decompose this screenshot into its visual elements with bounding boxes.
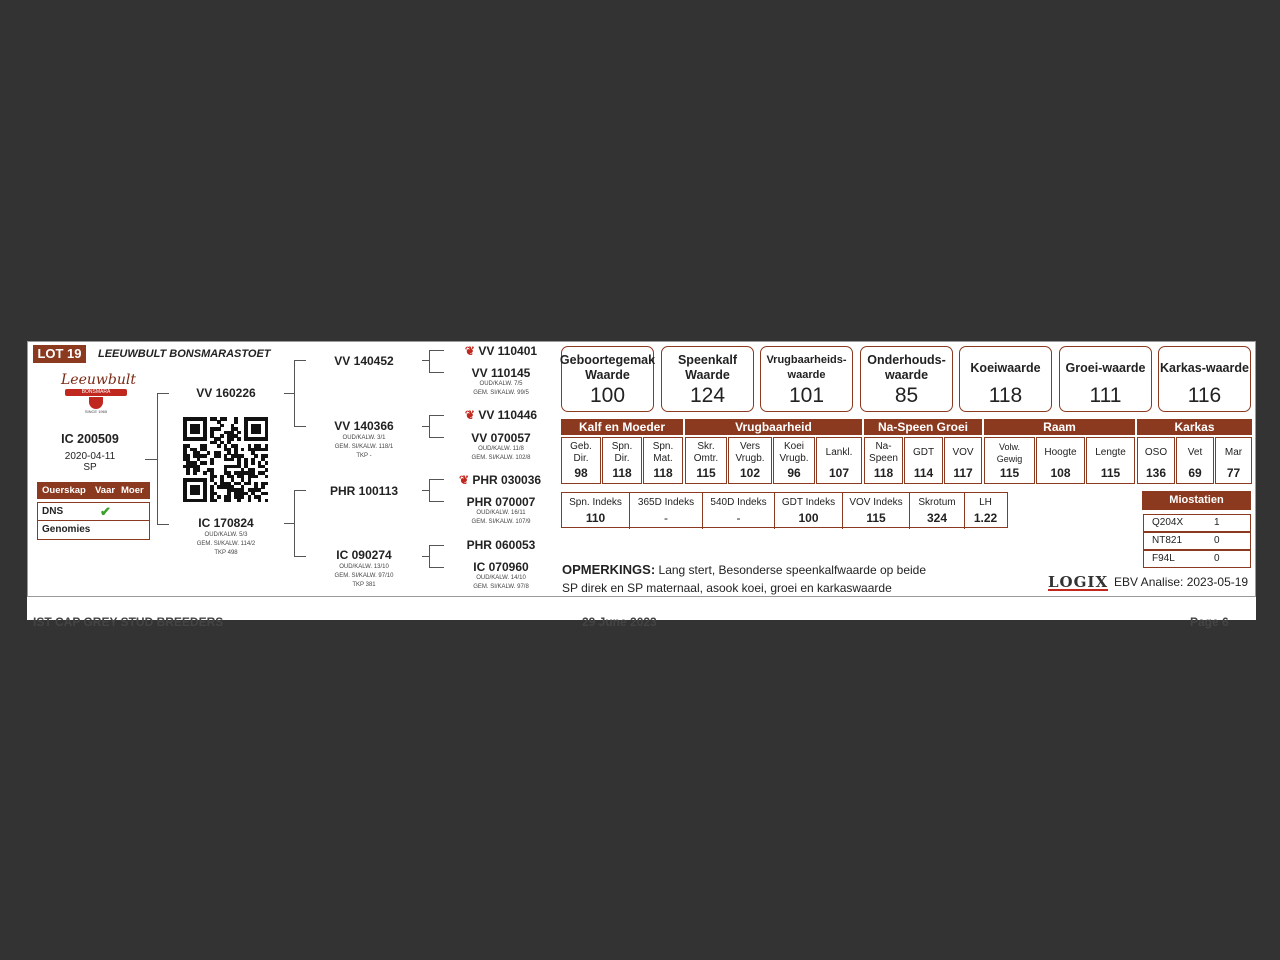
value-card-label: Geboortegemak Waarde xyxy=(559,353,656,382)
qr-module xyxy=(217,444,221,448)
qr-module xyxy=(231,458,235,462)
info-line: OUD/KALW. 7/5 xyxy=(479,381,523,387)
pedigree-sire-dam: VV 140366 xyxy=(334,419,394,433)
trait-label: OSO xyxy=(1144,447,1168,458)
index-label: Spn. Indeks xyxy=(569,497,622,508)
myostatin-gene: F94L xyxy=(1152,553,1175,564)
pedigree-line xyxy=(157,393,158,525)
trait-cell xyxy=(602,437,642,484)
index-cell xyxy=(562,493,630,529)
index-label: GDT Indeks xyxy=(781,497,836,508)
check-icon: ✔ xyxy=(100,504,111,519)
logix-text: LOGIX xyxy=(1048,573,1109,591)
pedigree-line xyxy=(294,426,306,427)
pedigree-line xyxy=(422,490,429,491)
qr-module xyxy=(234,420,238,424)
qr-module xyxy=(203,437,207,441)
index-value: 100 xyxy=(798,511,819,525)
myostatin-value: 1 xyxy=(1214,517,1220,528)
registered-mark-icon: ❦ xyxy=(464,344,475,358)
pedigree-sire-dam-info xyxy=(308,434,420,461)
qr-module xyxy=(197,468,201,472)
qr-module xyxy=(254,454,258,458)
trait-cell xyxy=(984,437,1035,484)
qr-module xyxy=(265,468,269,472)
breeder-logo xyxy=(61,372,136,414)
remarks-label: OPMERKINGS: xyxy=(562,562,656,577)
qr-module xyxy=(265,475,269,479)
section-raam: Raam xyxy=(984,419,1135,435)
trait-label: Lengte xyxy=(1095,447,1126,458)
qr-module xyxy=(231,437,235,441)
qr-module xyxy=(258,431,262,435)
qr-module xyxy=(265,499,269,503)
lot-badge: LOT 19 xyxy=(33,345,86,363)
trait-cell xyxy=(904,437,943,484)
page-footer-strip xyxy=(27,597,1256,629)
index-cell xyxy=(775,493,843,529)
myostatin-value: 0 xyxy=(1214,553,1220,564)
trait-cell xyxy=(1215,437,1252,484)
value-card-label: Groei-waarde xyxy=(1065,360,1146,375)
index-label: 540D Indeks xyxy=(710,497,767,508)
qr-module xyxy=(214,475,218,479)
footer-page-text: Page 6 xyxy=(1190,615,1229,629)
qr-module xyxy=(265,492,269,496)
pedigree-dds: PHR 060053 xyxy=(466,538,536,552)
qr-module xyxy=(248,482,252,486)
index-cell xyxy=(965,493,1006,529)
qr-module xyxy=(265,482,269,486)
trait-label: Vers Vrugb. xyxy=(735,441,765,464)
trait-label: Hoogte xyxy=(1044,447,1077,458)
animal-birth-date: 2020-04-11 xyxy=(64,451,116,462)
animal-type: SP xyxy=(83,462,97,473)
parentage-header-vaar: Vaar xyxy=(95,485,116,496)
qr-module xyxy=(203,461,207,465)
logo-script: Leeuwbult xyxy=(61,372,136,388)
trait-cell xyxy=(944,437,982,484)
myostatin-value: 0 xyxy=(1214,535,1220,546)
trait-label: Skr. Omtr. xyxy=(693,441,719,464)
value-card-value: 116 xyxy=(1187,384,1222,407)
parentage-row-label: Genomies xyxy=(42,524,91,535)
index-value: 115 xyxy=(866,511,886,525)
qr-module xyxy=(237,437,241,441)
trait-cell xyxy=(816,437,862,484)
qr-module xyxy=(265,448,269,452)
pedigree-line xyxy=(284,393,294,394)
remarks-line-1 xyxy=(562,561,1062,579)
value-card-value: 111 xyxy=(1089,384,1122,407)
parentage-row-dns xyxy=(38,503,149,521)
index-label: 365D Indeks xyxy=(637,497,695,508)
qr-module xyxy=(265,461,269,465)
index-label: LH xyxy=(979,497,992,508)
footer-date-text: 29 June 2023 xyxy=(582,615,657,629)
logo-shield-icon xyxy=(89,397,103,409)
qr-module xyxy=(241,448,245,452)
pedigree-sdd: VV 070057 xyxy=(471,431,531,445)
qr-module xyxy=(220,424,224,428)
pedigree-sds xyxy=(456,408,546,422)
trait-label: GDT xyxy=(912,447,935,458)
pedigree-line xyxy=(429,415,444,416)
trait-value: 102 xyxy=(739,466,761,480)
value-card-label: Koeiwaarde xyxy=(970,360,1041,375)
qr-module xyxy=(197,492,201,496)
index-value: 1.22 xyxy=(973,511,998,525)
trait-cell xyxy=(864,437,903,484)
qr-module xyxy=(237,431,241,435)
info-line: OUD/KALW. 13/10 xyxy=(339,564,389,570)
pedigree-line xyxy=(429,350,444,351)
pedigree-id: PHR 030036 xyxy=(472,473,542,487)
qr-module xyxy=(248,499,252,503)
parentage-table xyxy=(37,502,150,540)
qr-module xyxy=(251,461,255,465)
logo-since: SINCE 1965 xyxy=(84,409,108,414)
pedigree-sire-sire: VV 140452 xyxy=(334,354,394,368)
pedigree-dsd-info xyxy=(446,509,556,527)
qr-module xyxy=(254,475,258,479)
index-label: Skrotum xyxy=(918,497,956,508)
remarks-text: Lang stert, Besonderse speenkalfwaarde op beide xyxy=(658,563,927,577)
pedigree-line xyxy=(429,479,430,501)
trait-label: Volw. Gewig xyxy=(996,442,1023,464)
index-label: VOV Indeks xyxy=(849,497,903,508)
pedigree-sss xyxy=(456,344,546,358)
qr-module xyxy=(193,471,197,475)
pedigree-ssd: VV 110145 xyxy=(471,366,531,380)
trait-value: 136 xyxy=(1145,466,1167,480)
info-line: OUD/KALW. 11/8 xyxy=(478,446,524,452)
pedigree-dss xyxy=(450,473,550,487)
qr-module xyxy=(261,485,265,489)
pedigree-line xyxy=(429,545,444,546)
value-card-geboortegemak xyxy=(561,346,654,412)
value-card-label: Vrugbaarheids-waarde xyxy=(766,354,847,381)
qr-module xyxy=(217,454,221,458)
info-line: GEM. SI/KALW. 99/5 xyxy=(473,390,529,396)
value-card-value: 85 xyxy=(894,384,919,407)
info-line: GEM. SI/KALW. 114/2 xyxy=(196,541,256,547)
value-card-karkas xyxy=(1158,346,1251,412)
info-line: OUD/KALW. 14/10 xyxy=(476,575,526,581)
qr-module xyxy=(197,431,201,435)
qr-module xyxy=(258,499,262,503)
section-vrugbaarheid: Vrugbaarheid xyxy=(685,419,862,435)
pedigree-line xyxy=(422,360,429,361)
pedigree-line xyxy=(284,523,294,524)
trait-cell xyxy=(1176,437,1214,484)
index-cell xyxy=(843,493,910,529)
trait-cell xyxy=(1036,437,1085,484)
value-card-label: Speenkalf Waarde xyxy=(677,353,738,382)
registered-mark-icon: ❦ xyxy=(458,473,469,487)
qr-module xyxy=(220,434,224,438)
value-card-speenkalf xyxy=(661,346,754,412)
qr-code[interactable] xyxy=(183,417,268,502)
index-value: - xyxy=(664,511,668,525)
pedigree-ddd-info xyxy=(446,574,556,592)
info-line: OUD/KALW. 16/11 xyxy=(476,510,526,516)
trait-cell xyxy=(728,437,772,484)
value-card-groei xyxy=(1059,346,1152,412)
index-value: - xyxy=(736,511,741,525)
trait-cell xyxy=(643,437,683,484)
info-line: TKP 498 xyxy=(214,550,238,556)
info-line: OUD/KALW. 5/3 xyxy=(204,532,248,538)
qr-module xyxy=(217,495,221,499)
info-line: OUD/KALW. 3/1 xyxy=(342,435,386,441)
qr-module xyxy=(203,471,207,475)
logo-banner: BONSMARA xyxy=(65,389,127,396)
myostatin-title: Miostatien xyxy=(1142,491,1251,510)
registered-mark-icon: ❦ xyxy=(464,408,475,422)
value-card-label: Karkas-waarde xyxy=(1160,360,1249,375)
value-card-label: Onderhouds-waarde xyxy=(867,353,946,382)
index-table xyxy=(561,492,1008,528)
trait-cell xyxy=(685,437,727,484)
trait-value: 115 xyxy=(696,466,716,480)
qr-module xyxy=(186,471,190,475)
myostatin-row xyxy=(1143,550,1251,568)
pedigree-dam-dam-info xyxy=(308,563,420,590)
pedigree-line xyxy=(429,437,444,438)
myostatin-gene: Q204X xyxy=(1152,517,1184,528)
section-karkas: Karkas xyxy=(1137,419,1252,435)
info-line: GEM. SI/KALW. 107/9 xyxy=(471,519,531,525)
trait-value: 69 xyxy=(1188,466,1202,480)
info-line: GEM. SI/KALW. 102/8 xyxy=(471,455,531,461)
value-card-koei xyxy=(959,346,1052,412)
qr-module xyxy=(217,427,221,431)
pedigree-line xyxy=(422,426,429,427)
qr-module xyxy=(265,454,269,458)
value-card-value: 124 xyxy=(689,384,726,407)
trait-label: Spn. Mat. xyxy=(652,441,674,464)
index-cell xyxy=(703,493,775,529)
trait-cell xyxy=(1137,437,1175,484)
pedigree-sire: VV 160226 xyxy=(196,386,256,400)
myostatin-row xyxy=(1143,532,1251,550)
trait-value: 77 xyxy=(1226,466,1241,480)
pedigree-line xyxy=(429,545,430,567)
qr-module xyxy=(227,499,231,503)
pedigree-line xyxy=(429,350,430,372)
parentage-header-ouerskap: Ouerskap xyxy=(42,485,86,496)
trait-cell xyxy=(773,437,815,484)
trait-label: Mar xyxy=(1224,447,1243,458)
pedigree-dam-info xyxy=(168,531,284,558)
trait-value: 107 xyxy=(828,466,850,480)
parentage-row-genomies xyxy=(38,521,149,539)
qr-module xyxy=(207,451,211,455)
pedigree-line xyxy=(429,567,444,568)
remarks-line-2: SP direk en SP maternaal, asook koei, groei en karkaswaarde xyxy=(562,581,892,595)
pedigree-line xyxy=(429,479,444,480)
pedigree-line xyxy=(294,360,306,361)
pedigree-dam: IC 170824 xyxy=(198,516,254,530)
section-na-speen-groei: Na-Speen Groei xyxy=(864,419,982,435)
qr-module xyxy=(203,499,207,503)
trait-label: Koei Vrugb. xyxy=(779,441,809,464)
qr-module xyxy=(214,499,218,503)
trait-label: VOV xyxy=(952,447,974,458)
trait-label: Lankl. xyxy=(825,447,853,458)
pedigree-sdd-info xyxy=(446,445,556,463)
remarks xyxy=(562,561,1062,597)
pedigree-line xyxy=(294,490,295,556)
footer-breeder-text: IST CAP GREY STUD BREEDERS xyxy=(33,615,224,629)
info-line: GEM. SI/KALW. 118/1 xyxy=(334,444,394,450)
trait-label: Na-Speen xyxy=(869,441,898,464)
info-line: GEM. SI/KALW. 97/8 xyxy=(473,584,529,590)
parentage-header-moer: Moer xyxy=(121,485,144,496)
ebv-date: EBV Analise: 2023-05-19 xyxy=(1114,575,1249,589)
qr-module xyxy=(265,437,269,441)
info-line: TKP 381 xyxy=(352,582,376,588)
myostatin-row xyxy=(1143,514,1251,532)
pedigree-id: VV 110401 xyxy=(478,344,538,358)
pedigree-ssd-info xyxy=(446,380,556,398)
myostatin-gene: NT821 xyxy=(1152,535,1183,546)
info-line: TKP - xyxy=(356,453,372,459)
pedigree-line xyxy=(294,490,306,491)
value-card-value: 101 xyxy=(788,384,825,407)
value-card-vrugbaarheid xyxy=(760,346,853,412)
pedigree-dsd: PHR 070007 xyxy=(466,495,536,509)
value-card-onderhoud xyxy=(860,346,953,412)
pedigree-dam-dam: IC 090274 xyxy=(336,548,392,562)
trait-label: Geb. Dir. xyxy=(570,441,592,464)
pedigree-line xyxy=(429,372,444,373)
index-cell xyxy=(910,493,965,529)
parentage-header xyxy=(37,482,150,499)
pedigree-dam-sire: PHR 100113 xyxy=(329,484,399,498)
trait-value: 115 xyxy=(999,466,1020,480)
value-card-value: 118 xyxy=(988,384,1023,407)
pedigree-id: VV 110446 xyxy=(478,408,538,422)
parentage-row-label: DNS xyxy=(42,506,64,517)
pedigree-line xyxy=(429,415,430,437)
pedigree-line xyxy=(294,360,295,426)
index-value: 110 xyxy=(585,511,606,525)
pedigree-ddd: IC 070960 xyxy=(473,560,529,574)
trait-value: 117 xyxy=(953,466,973,480)
trait-value: 118 xyxy=(653,466,673,480)
pedigree-line xyxy=(429,501,444,502)
trait-value: 115 xyxy=(1100,466,1121,480)
pedigree-line xyxy=(422,556,429,557)
trait-label: Vet xyxy=(1187,447,1203,458)
qr-module xyxy=(241,495,245,499)
qr-module xyxy=(203,454,207,458)
qr-module xyxy=(210,461,214,465)
trait-value: 108 xyxy=(1050,466,1071,480)
trait-cell xyxy=(1086,437,1135,484)
index-value: 324 xyxy=(926,511,948,525)
catalogue-sheet xyxy=(27,341,1256,597)
section-kalf-en-moeder: Kalf en Moeder xyxy=(561,419,683,435)
animal-id: IC 200509 xyxy=(61,432,119,446)
trait-label: Spn. Dir. xyxy=(611,441,633,464)
info-line: GEM. SI/KALW. 97/10 xyxy=(334,573,394,579)
pedigree-line xyxy=(145,459,157,460)
trait-value: 96 xyxy=(787,466,801,480)
trait-cell xyxy=(561,437,601,484)
logix-logo xyxy=(1048,573,1108,591)
trait-value: 118 xyxy=(873,466,894,480)
breeder-name: LEEUWBULT BONSMARASTOET xyxy=(98,348,271,360)
trait-value: 98 xyxy=(574,466,588,480)
qr-module xyxy=(224,417,228,421)
qr-module xyxy=(237,499,241,503)
pedigree-line xyxy=(294,556,306,557)
trait-value: 114 xyxy=(913,466,934,480)
value-card-value: 100 xyxy=(589,384,626,407)
trait-value: 118 xyxy=(612,466,632,480)
index-cell xyxy=(630,493,703,529)
